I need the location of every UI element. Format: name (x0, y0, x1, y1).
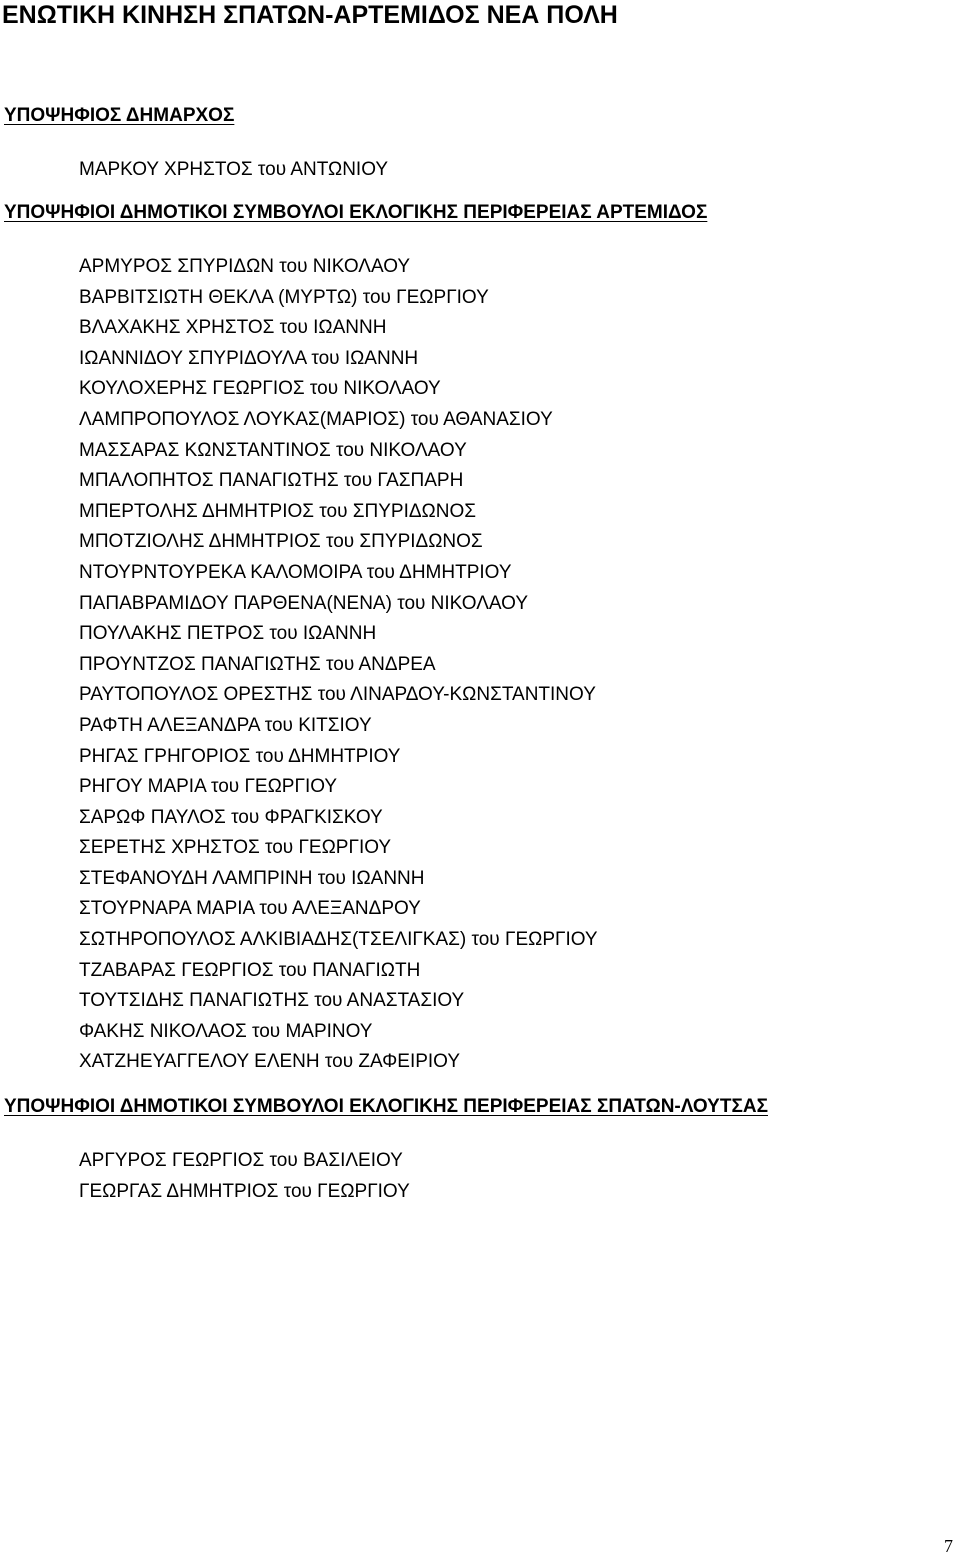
candidate-name: ΣΤΟΥΡΝΑΡΑ ΜΑΡΙΑ του ΑΛΕΞΑΝΔΡΟΥ (79, 898, 421, 920)
candidate-name: ΤΖΑΒΑΡΑΣ ΓΕΩΡΓΙΟΣ του ΠΑΝΑΓΙΩΤΗ (79, 959, 421, 981)
candidate-name: ΚΟΥΛΟΧΕΡΗΣ ΓΕΩΡΓΙΟΣ του ΝΙΚΟΛΑΟΥ (79, 378, 441, 400)
candidate-name: ΜΑΡΚΟΥ ΧΡΗΣΤΟΣ του ΑΝΤΩΝΙΟΥ (79, 159, 389, 180)
candidate-name: ΦΑΚΗΣ ΝΙΚΟΛΑΟΣ του ΜΑΡΙΝΟΥ (79, 1020, 373, 1042)
candidate-name: ΡΗΓΟΥ ΜΑΡΙΑ του ΓΕΩΡΓΙΟΥ (79, 776, 338, 798)
candidate-name: ΣΑΡΩΦ ΠΑΥΛΟΣ του ΦΡΑΓΚΙΣΚΟΥ (79, 806, 383, 828)
candidate-name: ΣΕΡΕΤΗΣ ΧΡΗΣΤΟΣ του ΓΕΩΡΓΙΟΥ (79, 837, 392, 859)
candidate-name: ΒΑΡΒΙΤΣΙΩΤΗ ΘΕΚΛΑ (ΜΥΡΤΩ) του ΓΕΩΡΓΙΟΥ (79, 286, 489, 308)
candidate-name: ΑΡΓΥΡΟΣ ΓΕΩΡΓΙΟΣ του ΒΑΣΙΛΕΙΟΥ (79, 1150, 403, 1171)
candidate-name: ΝΤΟΥΡΝΤΟΥΡΕΚΑ ΚΑΛΟΜΟΙΡΑ του ΔΗΜΗΤΡΙΟΥ (79, 561, 512, 583)
mayor-heading: ΥΠΟΨΗΦΙΟΣ ΔΗΜΑΡΧΟΣ (4, 105, 235, 126)
candidate-name: ΑΡΜΥΡΟΣ ΣΠΥΡΙΔΩΝ του ΝΙΚΟΛΑΟΥ (79, 256, 411, 277)
candidate-name: ΒΛΑΧΑΚΗΣ ΧΡΗΣΤΟΣ του ΙΩΑΝΝΗ (79, 317, 387, 339)
candidate-name: ΤΟΥΤΣΙΔΗΣ ΠΑΝΑΓΙΩΤΗΣ του ΑΝΑΣΤΑΣΙΟΥ (79, 990, 465, 1012)
spata-loutsa-heading: ΥΠΟΨΗΦΙΟΙ ΔΗΜΟΤΙΚΟΙ ΣΥΜΒΟΥΛΟΙ ΕΚΛΟΓΙΚΗΣ ΠΕΡΙΦΕΡΕΙΑΣ ΣΠΑΤΩΝ-ΛΟΥΤΣΑΣ (4, 1096, 768, 1117)
candidate-name: ΙΩΑΝΝΙΔΟΥ ΣΠΥΡΙΔΟΥΛΑ του ΙΩΑΝΝΗ (79, 347, 419, 369)
candidate-name: ΣΩΤΗΡΟΠΟΥΛΟΣ ΑΛΚΙΒΙΑΔΗΣ(ΤΣΕΛΙΓΚΑΣ) του ΓΕΩΡΓΙΟΥ (79, 929, 598, 951)
candidate-name: ΜΠΑΛΟΠΗΤΟΣ ΠΑΝΑΓΙΩΤΗΣ του ΓΑΣΠΑΡΗ (79, 470, 464, 492)
candidate-name: ΠΡΟΥΝΤΖΟΣ ΠΑΝΑΓΙΩΤΗΣ του ΑΝΔΡΕΑ (79, 653, 436, 675)
candidate-name: ΓΕΩΡΓΑΣ ΔΗΜΗΤΡΙΟΣ του ΓΕΩΡΓΙΟΥ (79, 1180, 410, 1202)
candidate-name: ΡΑΦΤΗ ΑΛΕΞΑΝΔΡΑ του ΚΙΤΣΙΟΥ (79, 714, 372, 736)
candidate-name: ΜΠΕΡΤΟΛΗΣ ΔΗΜΗΤΡΙΟΣ του ΣΠΥΡΙΔΩΝΟΣ (79, 500, 477, 522)
candidate-name: ΛΑΜΠΡΟΠΟΥΛΟΣ ΛΟΥΚΑΣ(ΜΑΡΙΟΣ) του ΑΘΑΝΑΣΙΟΥ (79, 408, 553, 430)
candidate-name: ΠΟΥΛΑΚΗΣ ΠΕΤΡΟΣ του ΙΩΑΝΝΗ (79, 623, 377, 645)
candidate-name: ΜΠΟΤΖΙΟΛΗΣ ΔΗΜΗΤΡΙΟΣ του ΣΠΥΡΙΔΩΝΟΣ (79, 531, 483, 553)
artemida-heading: ΥΠΟΨΗΦΙΟΙ ΔΗΜΟΤΙΚΟΙ ΣΥΜΒΟΥΛΟΙ ΕΚΛΟΓΙΚΗΣ ΠΕΡΙΦΕΡΕΙΑΣ ΑΡΤΕΜΙΔΟΣ (4, 202, 708, 223)
page-number: 7 (944, 1536, 953, 1556)
candidate-name: ΜΑΣΣΑΡΑΣ ΚΩΝΣΤΑΝΤΙΝΟΣ του ΝΙΚΟΛΑΟΥ (79, 439, 467, 461)
document-title: ΕΝΩΤΙΚΗ ΚΙΝΗΣΗ ΣΠΑΤΩΝ-ΑΡΤΕΜΙΔΟΣ ΝΕΑ ΠΟΛΗ (2, 1, 618, 29)
candidate-name: ΠΑΠΑΒΡΑΜΙΔΟΥ ΠΑΡΘΕΝΑ(ΝΕΝΑ) του ΝΙΚΟΛΑΟΥ (79, 592, 529, 614)
candidate-name: ΣΤΕΦΑΝΟΥΔΗ ΛΑΜΠΡΙΝΗ του ΙΩΑΝΝΗ (79, 867, 425, 889)
candidate-name: ΧΑΤΖΗΕΥΑΓΓΕΛΟΥ ΕΛΕΝΗ του ΖΑΦΕΙΡΙΟΥ (79, 1051, 461, 1073)
candidate-name: ΡΗΓΑΣ ΓΡΗΓΟΡΙΟΣ του ΔΗΜΗΤΡΙΟΥ (79, 745, 401, 767)
candidate-name: ΡΑΥΤΟΠΟΥΛΟΣ ΟΡΕΣΤΗΣ του ΛΙΝΑΡΔΟΥ-ΚΩΝΣΤΑΝΤΙΝΟΥ (79, 684, 596, 706)
